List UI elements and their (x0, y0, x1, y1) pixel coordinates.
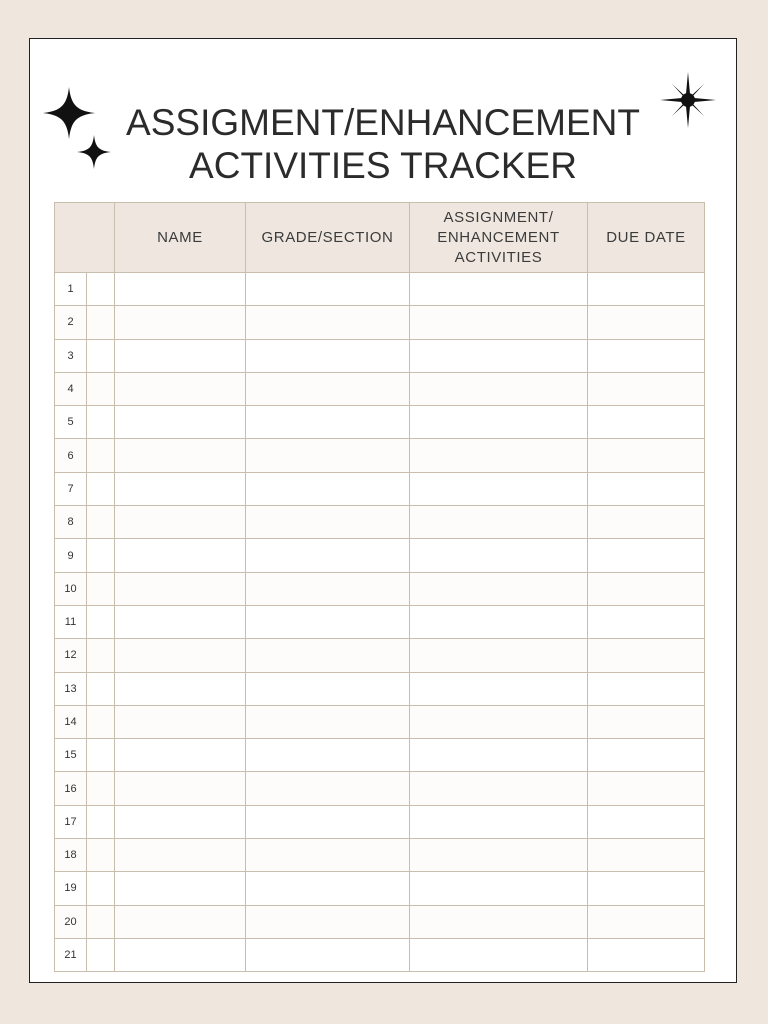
name-cell[interactable] (115, 872, 246, 905)
row-check-cell[interactable] (87, 472, 115, 505)
row-number: 21 (55, 938, 87, 971)
name-cell[interactable] (115, 705, 246, 738)
row-check-cell[interactable] (87, 406, 115, 439)
name-cell[interactable] (115, 539, 246, 572)
name-cell[interactable] (115, 938, 246, 971)
row-check-cell[interactable] (87, 306, 115, 339)
due-date-cell[interactable] (588, 872, 705, 905)
row-number: 4 (55, 372, 87, 405)
header-name: NAME (115, 203, 246, 273)
due-date-cell[interactable] (588, 472, 705, 505)
header-assignment-text: ASSIGNMENT/ ENHANCEMENT ACTIVITIES (437, 208, 560, 266)
name-cell[interactable] (115, 639, 246, 672)
row-check-cell[interactable] (87, 539, 115, 572)
activity-cell[interactable] (410, 639, 588, 672)
activity-cell[interactable] (410, 339, 588, 372)
row-number: 16 (55, 772, 87, 805)
table-row (55, 872, 705, 905)
row-number: 20 (55, 905, 87, 938)
row-number: 2 (55, 306, 87, 339)
name-cell[interactable] (115, 439, 246, 472)
due-date-cell[interactable] (588, 605, 705, 638)
row-number: 12 (55, 639, 87, 672)
row-number: 19 (55, 872, 87, 905)
activity-cell[interactable] (410, 572, 588, 605)
due-date-cell[interactable] (588, 339, 705, 372)
table-row (55, 805, 705, 838)
table-row (55, 406, 705, 439)
activity-cell[interactable] (410, 273, 588, 306)
due-date-cell[interactable] (588, 372, 705, 405)
due-date-cell[interactable] (588, 406, 705, 439)
row-check-cell[interactable] (87, 672, 115, 705)
table-row (55, 705, 705, 738)
activity-cell[interactable] (410, 872, 588, 905)
name-cell[interactable] (115, 306, 246, 339)
table-row (55, 938, 705, 971)
due-date-cell[interactable] (588, 772, 705, 805)
table-row (55, 339, 705, 372)
grade-section-cell[interactable] (246, 639, 410, 672)
due-date-cell[interactable] (588, 905, 705, 938)
activity-cell[interactable] (410, 705, 588, 738)
name-cell[interactable] (115, 372, 246, 405)
due-date-cell[interactable] (588, 705, 705, 738)
header-assignment-activities (410, 203, 588, 273)
grade-section-cell[interactable] (246, 372, 410, 405)
due-date-cell[interactable] (588, 839, 705, 872)
table-row (55, 905, 705, 938)
name-cell[interactable] (115, 339, 246, 372)
table-header-row (55, 203, 705, 273)
header-number-column (55, 203, 115, 273)
table-row (55, 439, 705, 472)
grade-section-cell[interactable] (246, 339, 410, 372)
grade-section-cell[interactable] (246, 872, 410, 905)
row-check-cell[interactable] (87, 372, 115, 405)
row-number: 7 (55, 472, 87, 505)
row-check-cell[interactable] (87, 772, 115, 805)
grade-section-cell[interactable] (246, 905, 410, 938)
name-cell[interactable] (115, 739, 246, 772)
grade-section-cell[interactable] (246, 539, 410, 572)
row-check-cell[interactable] (87, 705, 115, 738)
row-number: 9 (55, 539, 87, 572)
due-date-cell[interactable] (588, 805, 705, 838)
row-number: 14 (55, 705, 87, 738)
due-date-cell[interactable] (588, 672, 705, 705)
grade-section-cell[interactable] (246, 938, 410, 971)
header-grade-section: GRADE/SECTION (246, 203, 410, 273)
table-row (55, 372, 705, 405)
tracker-table (54, 202, 705, 972)
grade-section-cell[interactable] (246, 605, 410, 638)
row-number: 11 (55, 605, 87, 638)
header-due-date: DUE DATE (588, 203, 705, 273)
row-number: 3 (55, 339, 87, 372)
row-check-cell[interactable] (87, 839, 115, 872)
row-check-cell[interactable] (87, 439, 115, 472)
activity-cell[interactable] (410, 672, 588, 705)
grade-section-cell[interactable] (246, 839, 410, 872)
row-check-cell[interactable] (87, 938, 115, 971)
name-cell[interactable] (115, 672, 246, 705)
activity-cell[interactable] (410, 372, 588, 405)
table-row (55, 472, 705, 505)
row-number: 6 (55, 439, 87, 472)
table-row (55, 506, 705, 539)
due-date-cell[interactable] (588, 572, 705, 605)
grade-section-cell[interactable] (246, 739, 410, 772)
table-row (55, 273, 705, 306)
row-number: 18 (55, 839, 87, 872)
name-cell[interactable] (115, 605, 246, 638)
grade-section-cell[interactable] (246, 672, 410, 705)
tracker-sheet (29, 38, 737, 983)
row-number: 10 (55, 572, 87, 605)
row-number: 15 (55, 739, 87, 772)
row-check-cell[interactable] (87, 605, 115, 638)
row-number: 17 (55, 805, 87, 838)
activity-cell[interactable] (410, 439, 588, 472)
grade-section-cell[interactable] (246, 406, 410, 439)
due-date-cell[interactable] (588, 306, 705, 339)
row-check-cell[interactable] (87, 805, 115, 838)
table-row (55, 672, 705, 705)
table-row (55, 739, 705, 772)
activity-cell[interactable] (410, 605, 588, 638)
activity-cell[interactable] (410, 938, 588, 971)
row-check-cell[interactable] (87, 639, 115, 672)
table-row (55, 605, 705, 638)
activity-cell[interactable] (410, 506, 588, 539)
activity-cell[interactable] (410, 805, 588, 838)
activity-cell[interactable] (410, 539, 588, 572)
row-check-cell[interactable] (87, 273, 115, 306)
grade-section-cell[interactable] (246, 506, 410, 539)
row-check-cell[interactable] (87, 905, 115, 938)
row-check-cell[interactable] (87, 339, 115, 372)
grade-section-cell[interactable] (246, 439, 410, 472)
row-check-cell[interactable] (87, 506, 115, 539)
row-check-cell[interactable] (87, 739, 115, 772)
tracker-body (55, 273, 705, 972)
name-cell[interactable] (115, 905, 246, 938)
grade-section-cell[interactable] (246, 572, 410, 605)
table-row (55, 306, 705, 339)
table-row (55, 772, 705, 805)
page-title (30, 101, 736, 187)
grade-section-cell[interactable] (246, 306, 410, 339)
table-row (55, 839, 705, 872)
activity-cell[interactable] (410, 406, 588, 439)
grade-section-cell[interactable] (246, 705, 410, 738)
title-line-1: ASSIGMENT/ENHANCEMENT (126, 102, 640, 143)
grade-section-cell[interactable] (246, 805, 410, 838)
name-cell[interactable] (115, 805, 246, 838)
row-number: 5 (55, 406, 87, 439)
grade-section-cell[interactable] (246, 472, 410, 505)
name-cell[interactable] (115, 772, 246, 805)
row-number: 13 (55, 672, 87, 705)
activity-cell[interactable] (410, 905, 588, 938)
activity-cell[interactable] (410, 772, 588, 805)
due-date-cell[interactable] (588, 506, 705, 539)
name-cell[interactable] (115, 273, 246, 306)
table-row (55, 639, 705, 672)
name-cell[interactable] (115, 839, 246, 872)
due-date-cell[interactable] (588, 539, 705, 572)
row-number: 8 (55, 506, 87, 539)
activity-cell[interactable] (410, 839, 588, 872)
name-cell[interactable] (115, 472, 246, 505)
table-row (55, 572, 705, 605)
activity-cell[interactable] (410, 739, 588, 772)
due-date-cell[interactable] (588, 439, 705, 472)
name-cell[interactable] (115, 506, 246, 539)
title-line-2: ACTIVITIES TRACKER (189, 145, 577, 186)
name-cell[interactable] (115, 572, 246, 605)
due-date-cell[interactable] (588, 639, 705, 672)
row-check-cell[interactable] (87, 572, 115, 605)
row-number: 1 (55, 273, 87, 306)
activity-cell[interactable] (410, 306, 588, 339)
activity-cell[interactable] (410, 472, 588, 505)
table-row (55, 539, 705, 572)
due-date-cell[interactable] (588, 739, 705, 772)
grade-section-cell[interactable] (246, 772, 410, 805)
due-date-cell[interactable] (588, 273, 705, 306)
grade-section-cell[interactable] (246, 273, 410, 306)
row-check-cell[interactable] (87, 872, 115, 905)
due-date-cell[interactable] (588, 938, 705, 971)
name-cell[interactable] (115, 406, 246, 439)
